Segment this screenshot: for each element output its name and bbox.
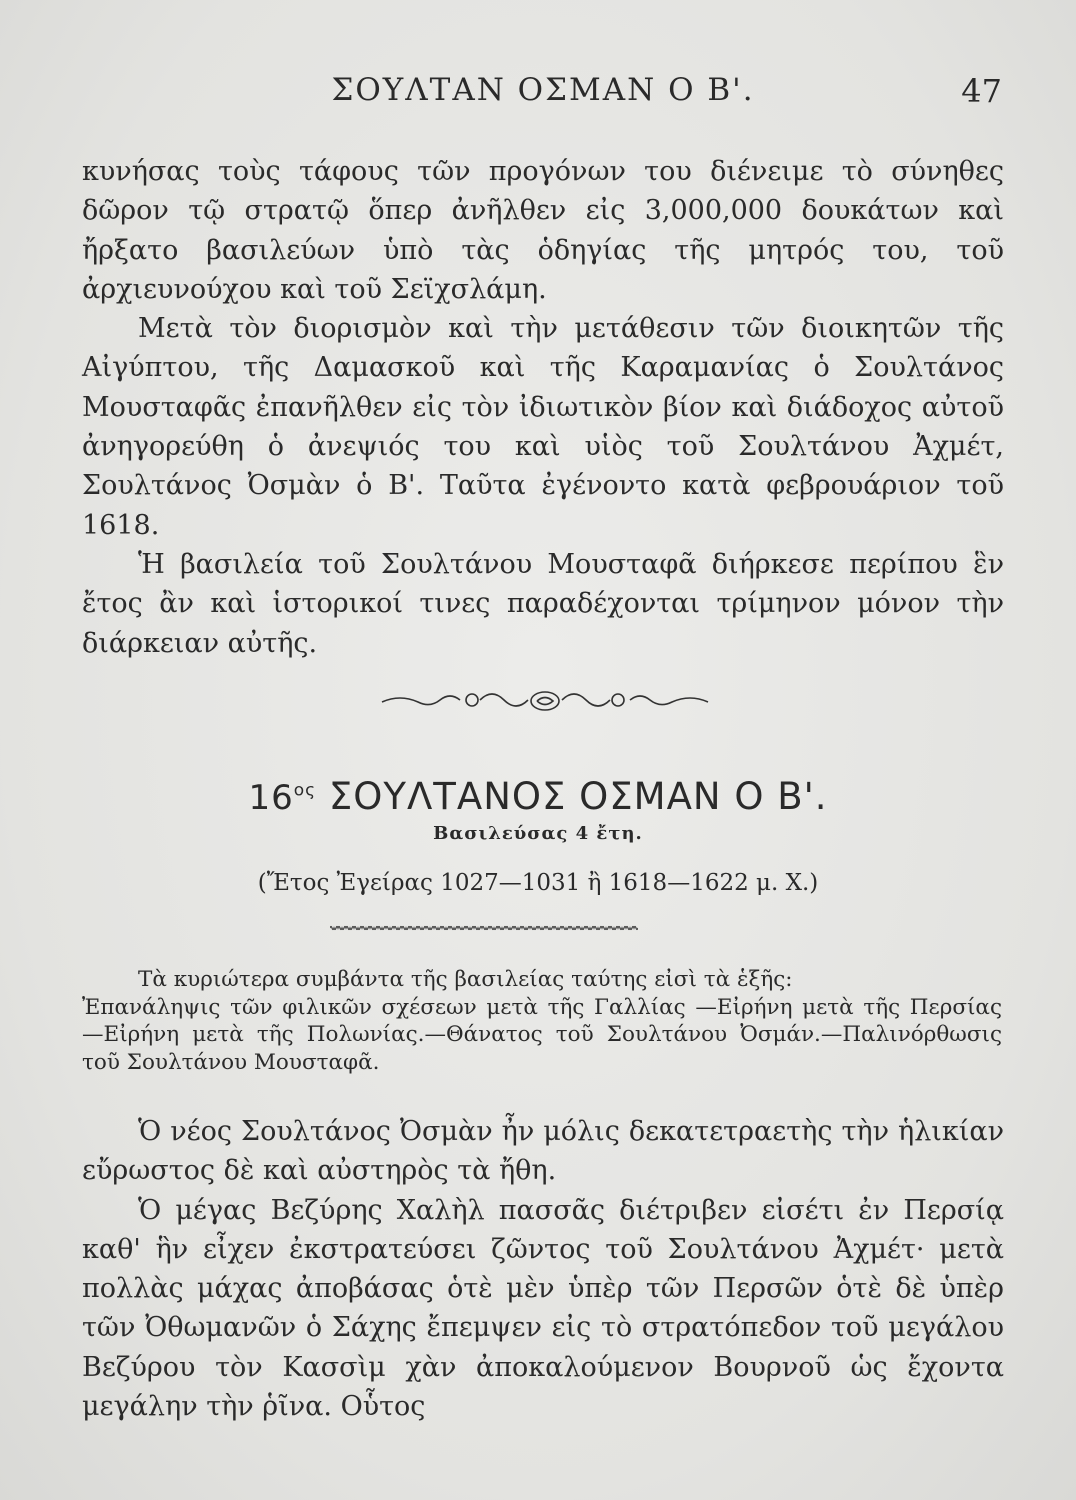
paragraph: Ὁ μέγας Βεζύρης Χαλὴλ πασσᾶς διέτριβεν εἰσέτι ἐν Περσίᾳ καθ' ἣν εἶχεν ἐκστρατεύσει ζῶντος τοῦ Σουλτάνου Ἀχμέτ· μετὰ πολλὰς μάχας ἀποβάσας ὁτὲ μὲν ὑπὲρ τῶν Περσῶν ὁτὲ δὲ ὑπὲρ τῶν Ὀθωμανῶν ὁ Σάχης ἔπεμψεν εἰς τὸ στρατόπεδον τοῦ μεγάλου Βεζύρου τὸν Κασσὶμ χὰν ἀποκαλούμενον Βουρνοῦ ὡς ἔχοντα μεγάλην τὴν ῥῖνα. Οὗτος xyxy=(82,1194,1004,1423)
reign-duration: Βασιλεύσας 4 ἔτη. xyxy=(433,823,643,844)
running-head xyxy=(80,72,1006,112)
running-title: ΣΟΥΛΤΑΝ ΟΣΜΑΝ Ο Β'. xyxy=(331,72,755,108)
wavy-rule xyxy=(330,922,638,934)
paragraph: Ὁ νέος Σουλτάνος Ὀσμὰν ἦν μόλις δεκατετραετὴς τὴν ἡλικίαν εὔρωστος δὲ καὶ αὐστηρὸς τὰ ἤθη. xyxy=(82,1116,1004,1187)
chapter-number-suffix: ος xyxy=(293,780,317,801)
summary-lead: Τὰ κυριώτερα συμβάντα τῆς βασιλείας ταύτης εἰσὶ τὰ ἑξῆς: xyxy=(138,967,793,992)
summary-body: Ἐπανάληψις τῶν φιλικῶν σχέσεων μετὰ τῆς Γαλλίας —Εἰρήνη μετὰ τῆς Περσίας —Εἰρήνη μετὰ τῆς Πολωνίας.—Θάνατος τοῦ Σουλτάνου Ὀσμάν.—Παλινόρθωσις τοῦ Σουλτάνου Μουσταφᾶ. xyxy=(82,994,1002,1075)
chapter-title: ΣΟΥΛΤΑΝΟΣ ΟΣΜΑΝ Ο Β'. xyxy=(328,775,828,818)
paragraph: Μετὰ τὸν διορισμὸν καὶ τὴν μετάθεσιν τῶν διοικητῶν τῆς Αἰγύπτου, τῆς Δαμασκοῦ καὶ τῆς Καραμανίας ὁ Σουλτάνος Μουσταφᾶς ἐπανῆλθεν εἰς τὸν ἰδιωτικὸν βίον καὶ διάδοχος αὐτοῦ ἀνηγορεύθη ὁ ἀνεψιός του καὶ υἱὸς τοῦ Σουλτάνου Ἀχμέτ, Σουλτάνος Ὀσμὰν ὁ Β'. Ταῦτα ἐγένοντο κατὰ φεβρουάριον τοῦ 1618. xyxy=(82,313,1004,541)
paragraph: Ἡ βασιλεία τοῦ Σουλτάνου Μουσταφᾶ διήρκεσε περίπου ἓν ἔτος ἂν καὶ ἱστορικοί τινες παραδέχονται τρίμηνον μόνον τὴν διάρκειαν αὐτῆς. xyxy=(82,548,1004,659)
paragraph-continuation: κυνήσας τοὺς τάφους τῶν προγόνων του διένειμε τὸ σύνηθες δῶρον τῷ στρατῷ ὅπερ ἀνῆλθεν εἰς 3,000,000 δουκάτων καὶ ἤρξατο βασιλεύων ὑπὸ τὰς ὁδηγίας τῆς μητρός του, τοῦ ἀρχιευνούχου καὶ τοῦ Σεϊχσλάμη. xyxy=(82,156,1004,305)
text-block-bottom xyxy=(82,1112,1004,1426)
ornament-divider xyxy=(380,684,710,718)
page-number: 47 xyxy=(961,72,1002,110)
chapter-number: 16 xyxy=(248,778,294,818)
chapter-summary xyxy=(82,966,1002,1076)
text-block-top xyxy=(82,152,1004,663)
reign-dates: (Ἔτος Ἐγείρας 1027—1031 ἢ 1618—1622 μ. Χ.) xyxy=(257,870,819,896)
chapter-heading xyxy=(0,775,1076,818)
